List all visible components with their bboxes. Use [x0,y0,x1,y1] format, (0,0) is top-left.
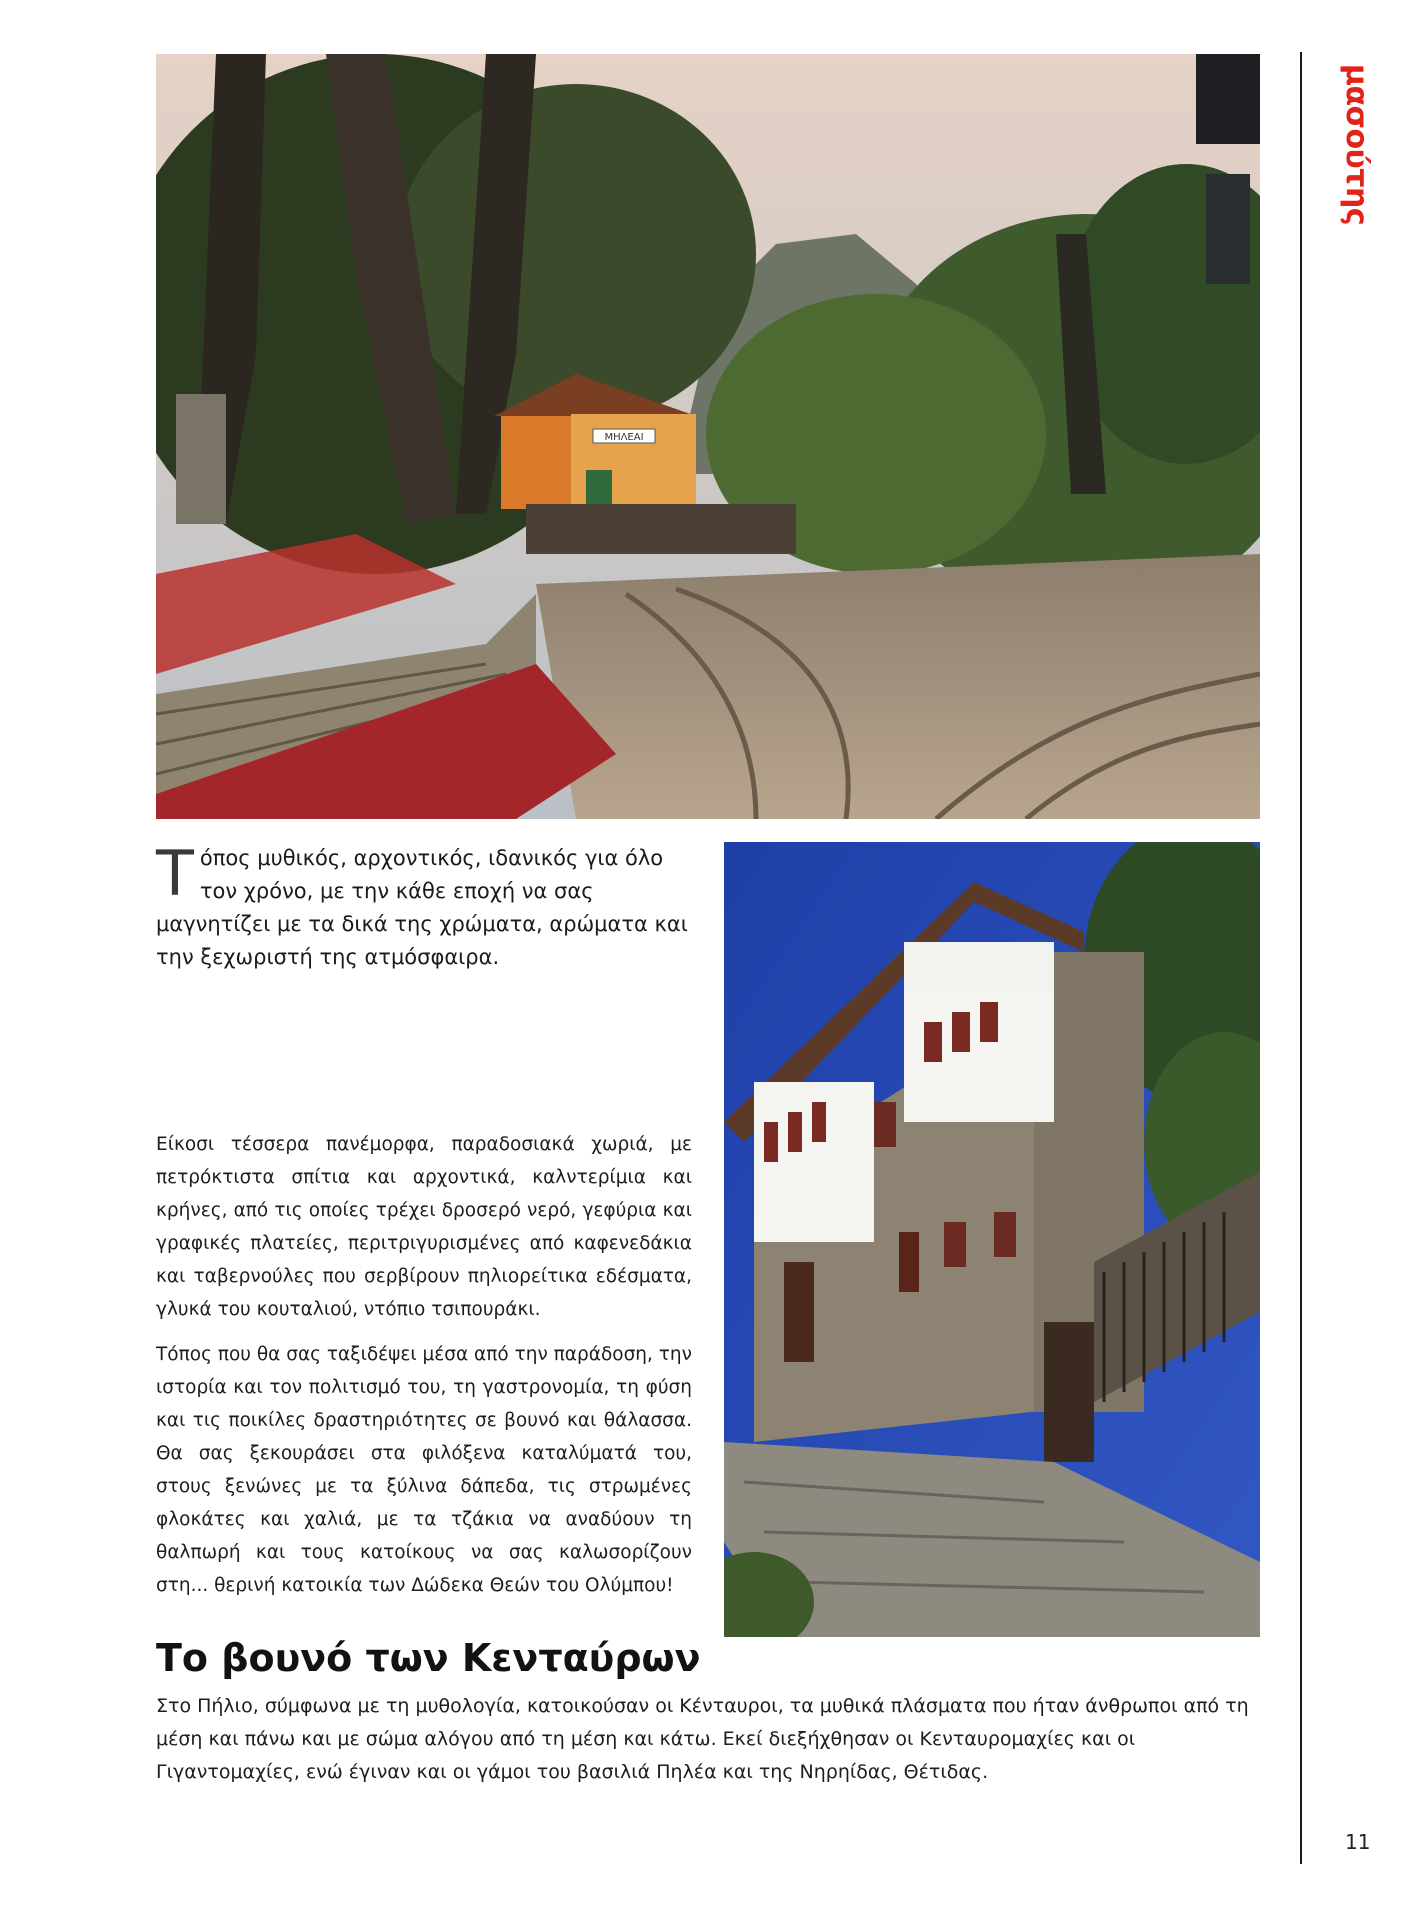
vertical-divider [1300,52,1302,1864]
railway-station-photo [156,54,1260,819]
drop-cap: Τ [156,837,194,910]
body-paragraph-1: Είκοσι τέσσερα πανέμορφα, παραδοσιακά χωριά, με πετρόκτιστα σπίτια και αρχοντικά, καλντερίμια και κρήνες, από τις οποίες τρέχει δροσερό νερό, γεφύρια και γραφικές πλατείες, περιτριγυρισμένες από καφενεδάκια και ταβερνούλες που σερβίρουν πηλιορείτικα εδέσματα, γλυκά του κουταλιού, ντόπιο τσιπουράκι. [156,1134,692,1320]
body-column [156,1128,692,1614]
intro-paragraph [156,837,696,974]
railway-station-illustration [156,54,1260,819]
station-sign-text: ΜΗΛΕΑΙ [604,432,644,443]
brand-name: μασούτης [1339,63,1375,225]
stone-mansion-illustration [724,842,1260,1637]
page-number: 11 [1345,1830,1371,1854]
brand-logo [1337,54,1377,234]
section-heading: Το βουνό των Κενταύρων [156,1636,701,1680]
section-paragraph: Στο Πήλιο, σύμφωνα με τη μυθολογία, κατοικούσαν οι Κένταυροι, τα μυθικά πλάσματα που ήταν άνθρωποι από τη μέση και πάνω και με σώμα αλόγου από τη μέση και κάτω. Εκεί διεξήχθησαν οι Κενταυρομαχίες και οι Γιγαντομαχίες, ενώ έγιναν και οι γάμοι του βασιλιά Πηλέα και της Νηρηίδας, Θέτιδας. [156,1695,1249,1783]
body-paragraph-2: Τόπος που θα σας ταξιδέψει μέσα από την παράδοση, την ιστορία και τον πολιτισμό του, τη γαστρονομία, τη φύση και τις ποικίλες δραστηριότητες σε βουνό και θάλασσα. Θα σας ξεκουράσει στα φιλόξενα καταλύματά του, στους ξενώνες με τα ξύλινα δάπεδα, τις στρωμένες φλοκάτες και χαλιά, με τα τζάκια να αναδύουν τη θαλπωρή και τους κατοίκους να σας καλωσορίζουν στη... θερινή κατοικία των Δώδεκα Θεών του Ολύμπου! [156,1344,692,1596]
intro-text: όπος μυθικός, αρχοντικός, ιδανικός για όλο τον χρόνο, με την κάθε εποχή να σας μαγνητίζει με τα δικά της χρώματα, αρώματα και την ξεχωριστή της ατμόσφαιρα. [156,846,688,969]
stone-mansion-photo [724,842,1260,1637]
